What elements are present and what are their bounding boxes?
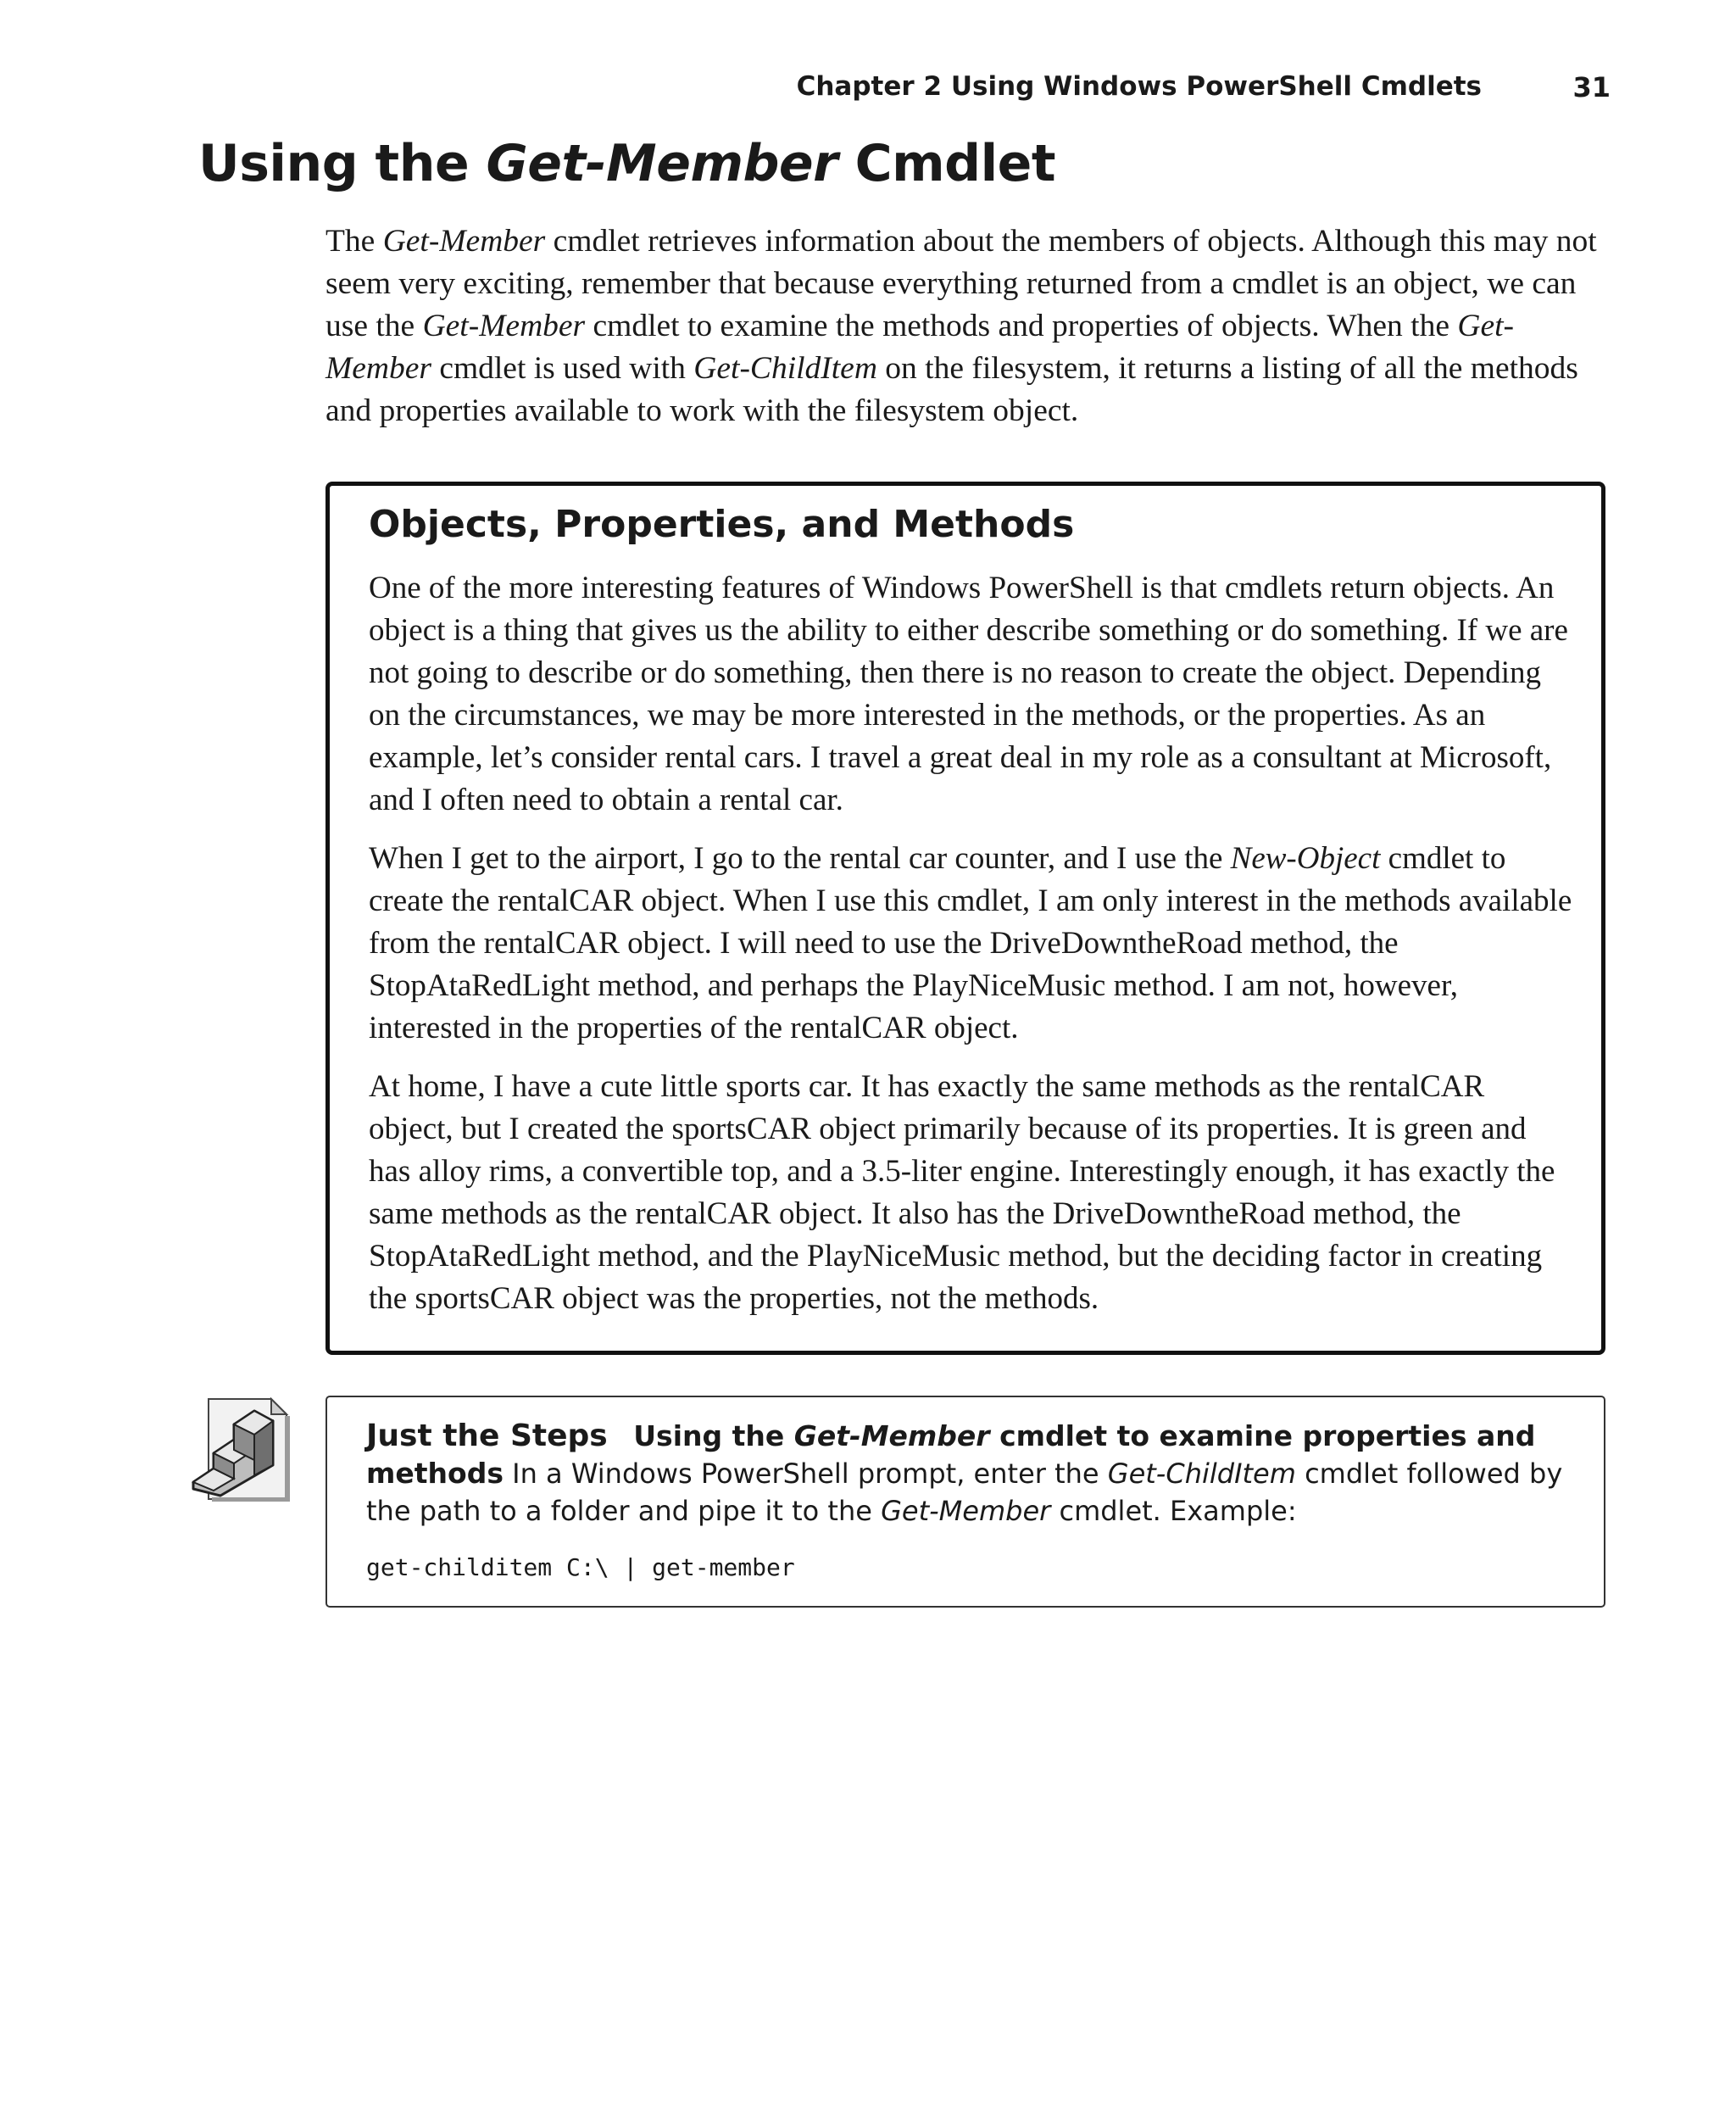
- text: Using the: [633, 1419, 794, 1452]
- text: on the filesystem, it returns a listing of all the methods and properties available to work with the filesystem object.: [326, 351, 1578, 428]
- title-text: Using the: [198, 134, 487, 193]
- text: cmdlet to examine properties and methods: [366, 1419, 1536, 1490]
- text: cmdlet followed by the path to a folder and pipe it to the: [366, 1458, 1563, 1527]
- cmdlet-name: Get-ChildItem: [693, 351, 877, 386]
- running-head: [796, 71, 1611, 112]
- code-example: get-childitem C:\ | get-member: [366, 1553, 795, 1581]
- just-the-steps-box: [326, 1396, 1605, 1608]
- title-emphasis: Get-Member: [486, 134, 838, 193]
- text: cmdlet retrieves information about the members of objects. Although this may not seem very exciting, remember that because everything returned from a cmdlet is an object, we can use the: [326, 224, 1597, 343]
- section-title: [198, 134, 1055, 193]
- text: cmdlet. Example:: [1050, 1495, 1297, 1527]
- text: cmdlet to create the rentalCAR object. When I use this cmdlet, I am only interest in the methods available from the rentalCAR object. I will need to use the DriveDowntheRoad method, the StopAtaRedLight method, and perhaps the PlayNiceMusic method. I am not, however, interested in the properties of the rentalCAR object.: [369, 841, 1572, 1045]
- sidebar-title: Objects, Properties, and Methods: [369, 503, 1075, 546]
- cmdlet-name: Get-Member: [881, 1495, 1051, 1527]
- intro-paragraph: [326, 220, 1611, 432]
- steps-paragraph: [366, 1418, 1570, 1530]
- cmdlet-name: Get-Member: [422, 309, 586, 343]
- steps-heading: Just the Steps: [366, 1419, 608, 1453]
- sidebar-paragraph: At home, I have a cute little sports car. It has exactly the same methods as the rentalCAR object, but I created the sportsCAR object primarily because of its properties. It is green and has alloy rims, a convertible top, and a 3.5-liter engine. Interestingly enough, it has exactly the same methods as the rentalCAR object. It also has the DriveDowntheRoad method, the StopAtaRedLight method, and the PlayNiceMusic method, but the deciding factor in creating the sportsCAR object was the properties, not the methods.: [369, 1069, 1555, 1316]
- title-text: Cmdlet: [837, 134, 1056, 193]
- text: cmdlet is used with: [431, 351, 694, 386]
- stairs-icon: [190, 1397, 292, 1502]
- cmdlet-name: New-Object: [1230, 841, 1381, 876]
- text: When I get to the airport, I go to the rental car counter, and I use the: [369, 841, 1231, 876]
- cmdlet-name: Get-ChildItem: [1107, 1458, 1296, 1490]
- sidebar-paragraph: One of the more interesting features of Windows PowerShell is that cmdlets return objects. An object is a thing that gives us the ability to either describe something or do something. If we are not going to describe or do something, then there is no reason to create the object. Depending on the circumstances, we may be more interested in the methods, or the properties. As an example, let’s consider rental cars. I travel a great deal in my role as a consultant at Microsoft, and I often need to obtain a rental car.: [369, 571, 1568, 817]
- page-number: 31: [1572, 71, 1611, 103]
- text: In a Windows PowerShell prompt, enter the: [503, 1458, 1108, 1490]
- chapter-title: Chapter 2 Using Windows PowerShell Cmdlets: [796, 71, 1482, 102]
- text: cmdlet to examine the methods and properties of objects. When the: [585, 309, 1458, 343]
- cmdlet-name: Get-Member: [326, 309, 1515, 386]
- text: The: [326, 224, 383, 259]
- sidebar-body: [369, 567, 1572, 1336]
- cmdlet-name: Get-Member: [382, 224, 546, 259]
- sidebar-paragraph: [369, 838, 1572, 1050]
- sidebar-box: [326, 482, 1605, 1355]
- cmdlet-name: Get-Member: [793, 1419, 990, 1452]
